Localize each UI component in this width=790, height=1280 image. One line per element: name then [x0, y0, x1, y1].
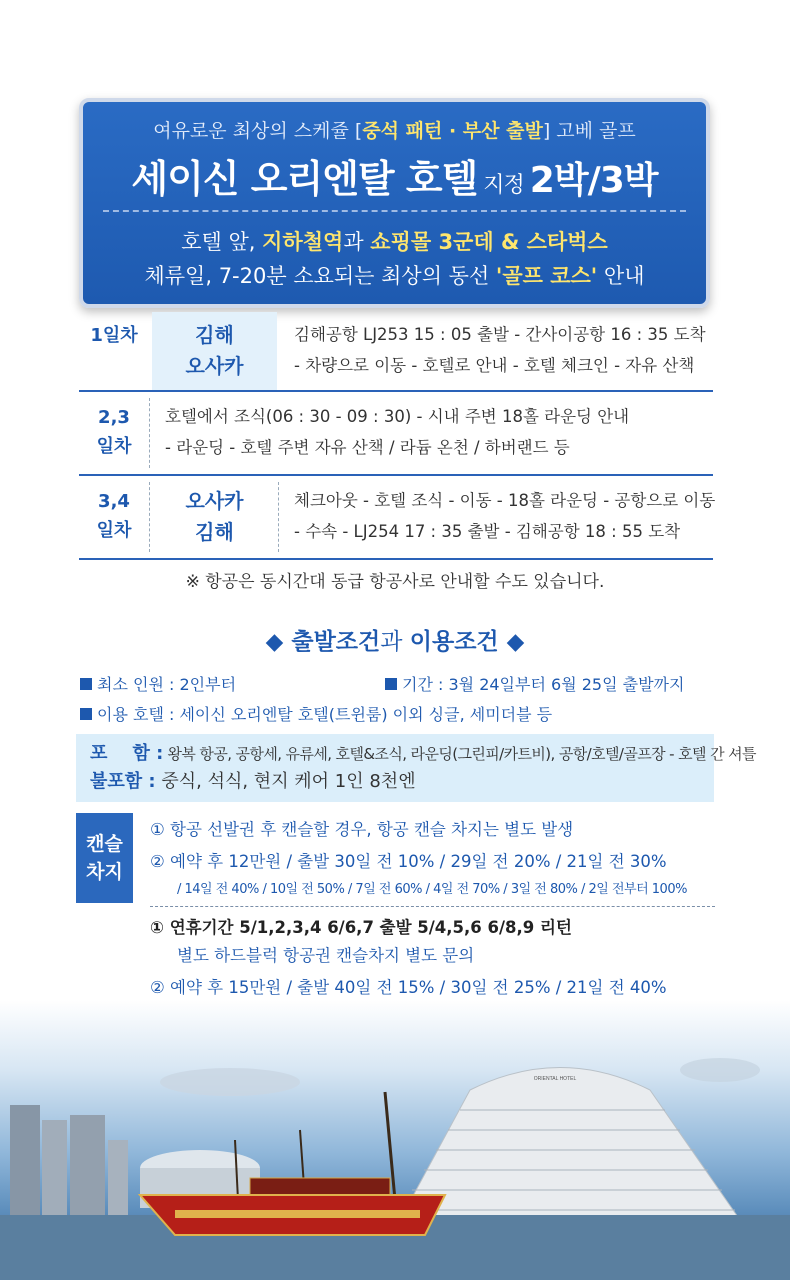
holiday-rule: ② 예약 후 15만원 / 출발 40일 전 15% / 30일 전 25% / 21일 전 40%: [150, 978, 667, 997]
day-label: 1일차: [90, 325, 138, 346]
day-label: 2,3 일차: [96, 407, 132, 457]
cloud: [680, 1058, 760, 1082]
harbor-illustration: [0, 1000, 790, 1280]
itinerary-row: [79, 476, 716, 560]
included-items: 포 함 : 왕복 항공, 공항세, 유류세, 호텔&조식, 라운딩(그린피/카트비), 공항/호텔/골프장 - 호텔 간 셔틀: [90, 743, 756, 764]
holiday-rule: 별도 하드블럭 항공권 캔슬차지 별도 문의: [177, 946, 475, 965]
row-divider: [149, 398, 150, 468]
building: [10, 1105, 40, 1220]
cancel-divider: [150, 906, 715, 907]
header-divider: [103, 210, 686, 212]
building: [70, 1115, 105, 1220]
diamond-icon: ◆: [498, 629, 525, 655]
cloud: [160, 1068, 300, 1096]
condition-hotel: 이용 호텔 : 세이신 오리엔탈 호텔(트윈룸) 이외 싱글, 세미더블 등: [80, 702, 552, 725]
square-bullet-icon: [385, 678, 397, 690]
city-cell: 김해 오사카: [152, 312, 277, 390]
itinerary-table: [79, 312, 716, 560]
page-title: 세이신 오리엔탈 호텔 지정 2박/3박: [131, 157, 658, 201]
harbor-photo: [0, 1000, 790, 1280]
hotel-building: [400, 1068, 740, 1221]
diamond-icon: ◆: [265, 629, 292, 655]
header-banner: [79, 98, 710, 308]
square-bullet-icon: [80, 708, 92, 720]
header-highlight-1: 호텔 앞, 지하철역과 쇼핑몰 3군데 & 스타벅스: [181, 230, 608, 254]
itinerary-row: [79, 312, 713, 392]
hotel-sign: ORIENTAL HOTEL: [533, 1076, 577, 1082]
cancel-rule: ② 예약 후 12만원 / 출발 30일 전 10% / 29일 전 20% / 21일 전 30%: [150, 852, 667, 871]
row-divider: [149, 482, 150, 552]
inclusion-box: [76, 734, 756, 802]
row-divider: [278, 482, 279, 552]
cancel-charge-label: 캔슬 차지: [76, 813, 133, 903]
itinerary-row: [79, 392, 713, 476]
square-bullet-icon: [80, 678, 92, 690]
day-description: 김해공항 LJ253 15 : 05 출발 - 간사이공항 16 : 35 도착 - 차량으로 이동 - 호텔로 안내 - 호텔 체크인 - 자유 산책: [294, 325, 706, 375]
holiday-rule: ① 연휴기간 5/1,2,3,4 6/6,7 출발 5/4,5,6 6/8,9 리턴: [150, 918, 572, 937]
header-subtitle: 여유로운 최상의 스케쥴 [중석 패턴 · 부산 출발] 고베 골프: [153, 120, 636, 142]
airline-notice: ※ 항공은 동시간대 동급 항공사로 안내할 수도 있습니다.: [185, 572, 605, 592]
day-description: 호텔에서 조식(06 : 30 - 09 : 30) - 시내 주변 18홀 라운딩 안내 - 라운딩 - 호텔 주변 자유 산책 / 라듐 온천 / 하버랜드 등: [165, 407, 630, 457]
building: [108, 1140, 128, 1220]
header-highlight-2: 체류일, 7-20분 소요되는 최상의 동선 '골프 코스' 안내: [144, 264, 645, 288]
condition-min-people: 최소 인원 : 2인부터: [80, 672, 236, 695]
cancel-rule: ① 항공 선발권 후 캔슬할 경우, 항공 캔슬 차지는 별도 발생: [150, 820, 574, 839]
condition-period: 기간 : 3월 24일부터 6월 25일 출발까지: [385, 672, 684, 695]
city-cell: 오사카 김해: [152, 476, 277, 558]
day-label: 3,4 일차: [96, 491, 132, 541]
building: [42, 1120, 67, 1220]
day-description: 체크아웃 - 호텔 조식 - 이동 - 18홀 라운딩 - 공항으로 이동 - 수속 - LJ254 17 : 35 출발 - 김해공항 18 : 55 도착: [294, 491, 716, 541]
excluded-items: 불포함 : 중식, 석식, 현지 케어 1인 8천엔: [90, 771, 416, 792]
cancel-rule: / 14일 전 40% / 10일 전 50% / 7일 전 60% / 4일 전 70% / 3일 전 80% / 2일 전부터 100%: [177, 882, 687, 897]
conditions-title: ◆ 출발조건과 이용조건 ◆: [265, 629, 525, 655]
